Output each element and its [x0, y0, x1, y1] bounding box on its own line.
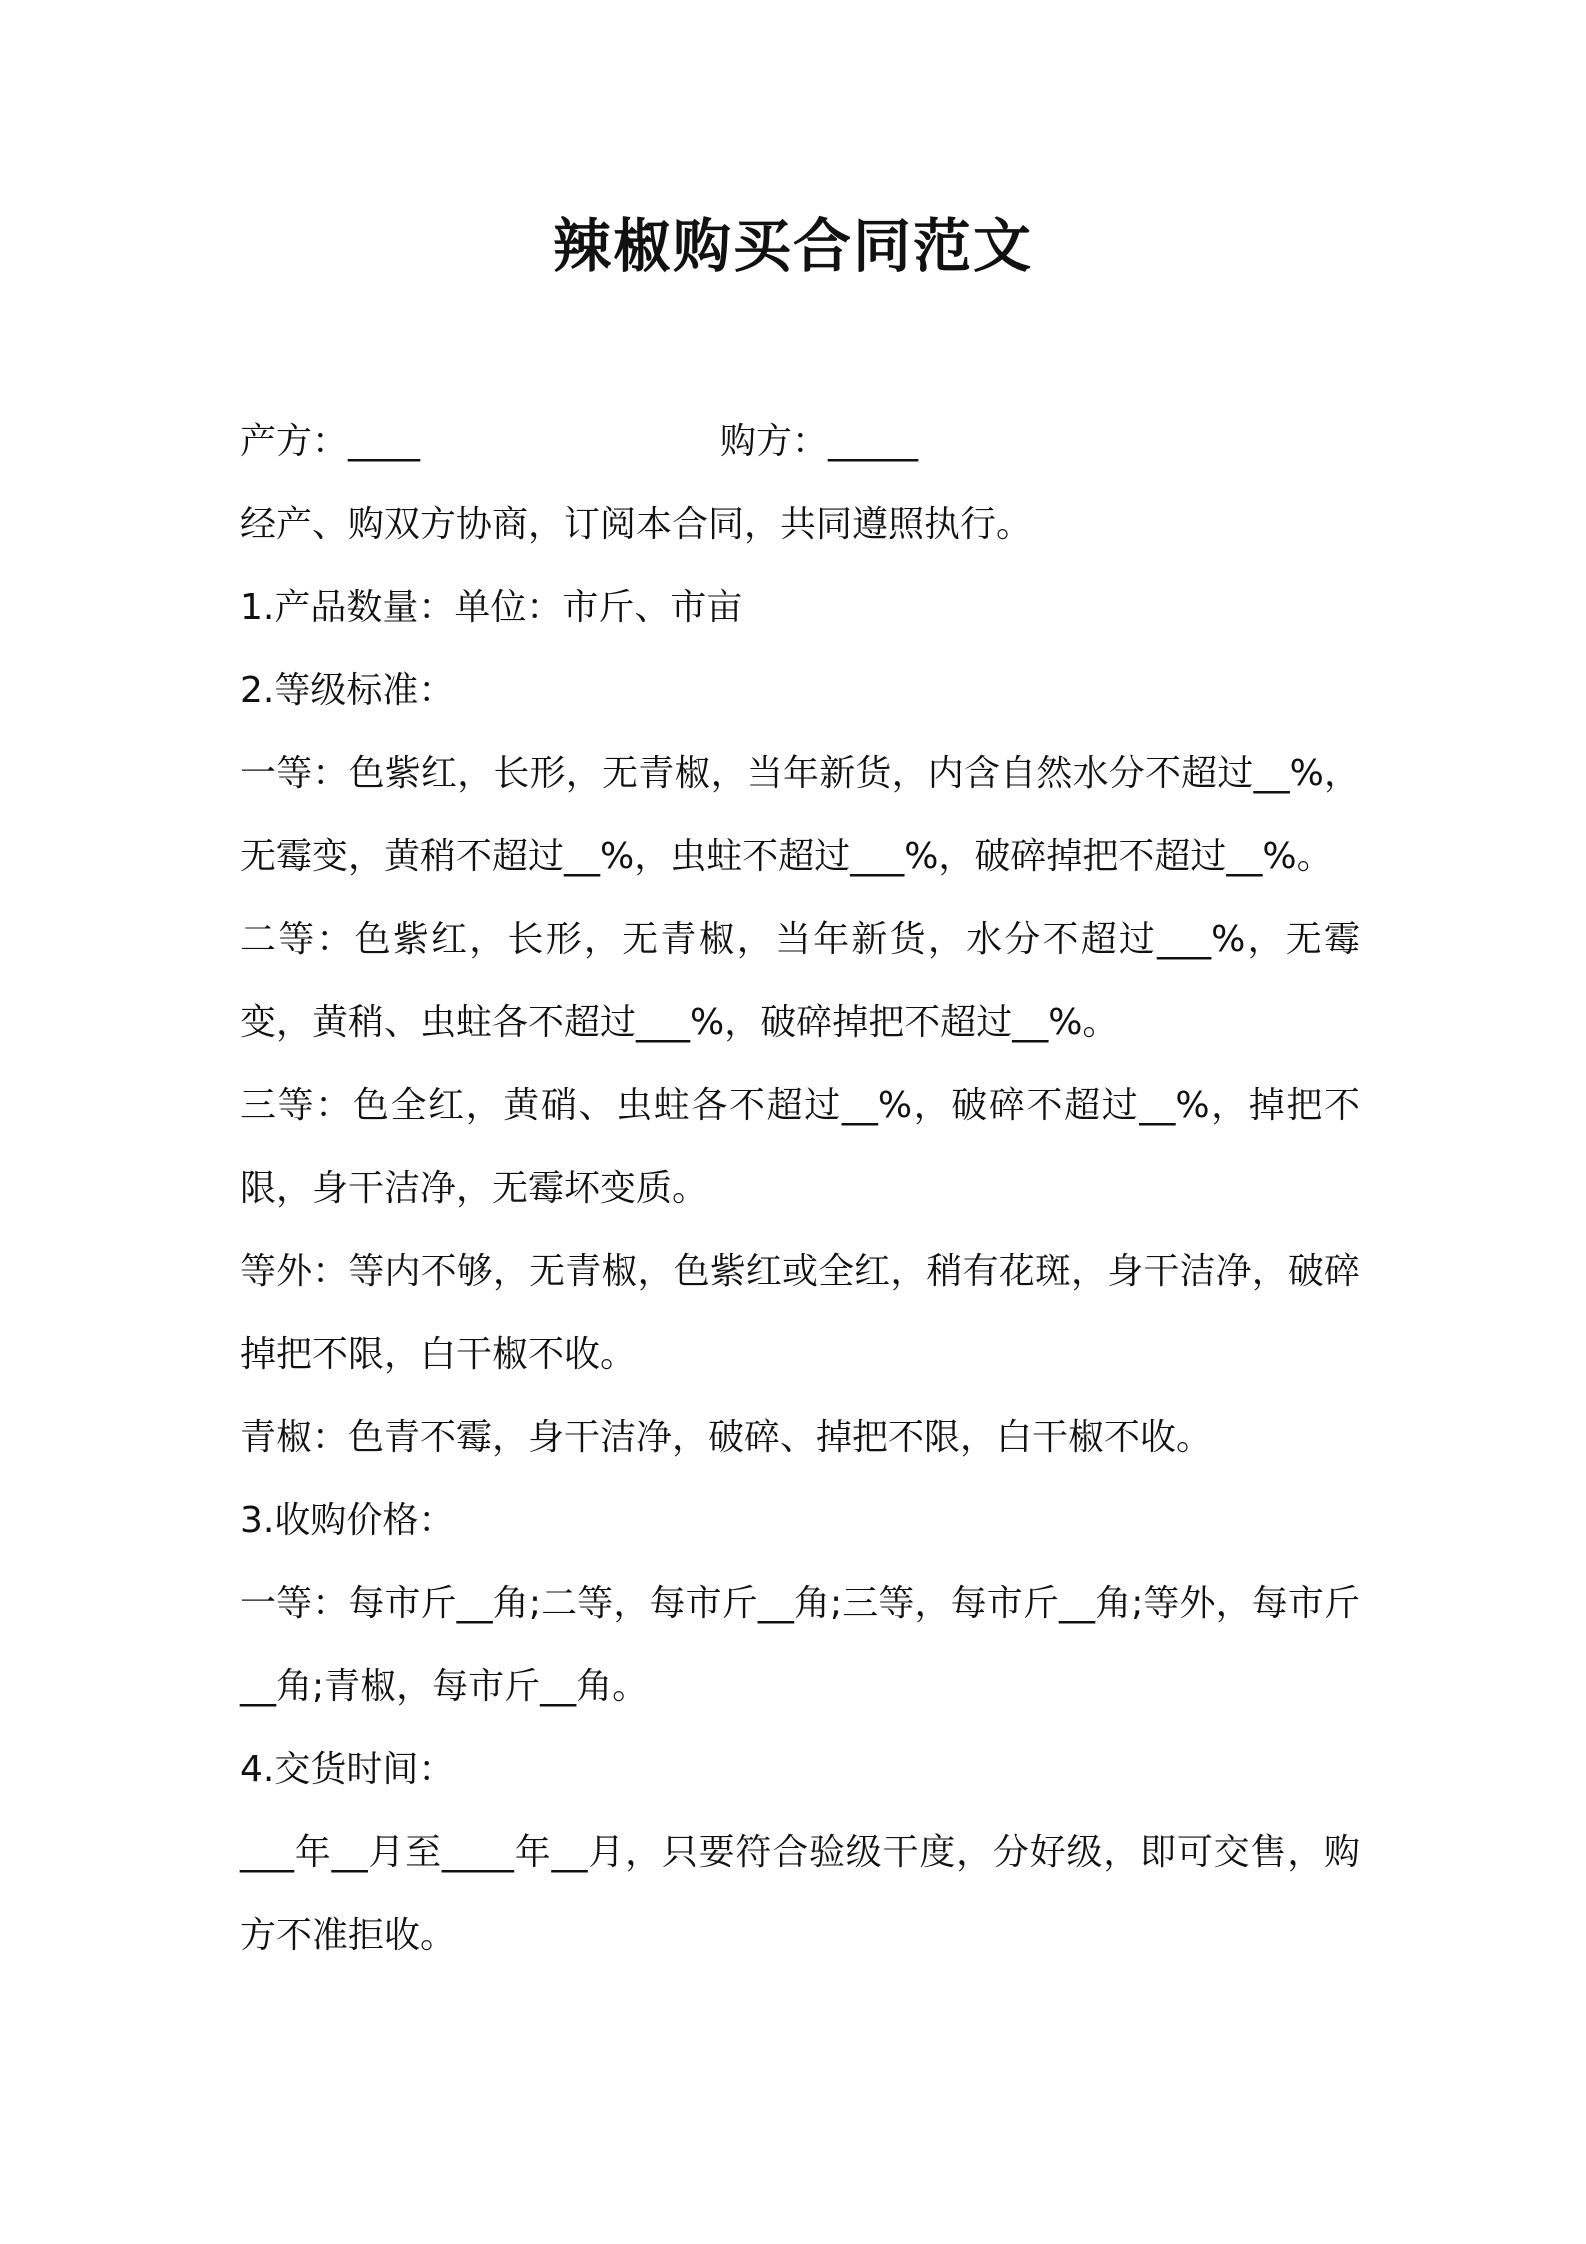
- document-body: [240, 400, 1360, 1977]
- buyer-field: 购方：_____: [720, 421, 919, 462]
- delivery-paragraph: ___年__月至____年__月，只要符合验级干度，分好级，即可交售，购方不准拒收。: [240, 1832, 1360, 1956]
- parties-line: [240, 400, 1360, 483]
- price-paragraph: 一等：每市斤__角;二等，每市斤__角;三等，每市斤__角;等外，每市斤__角;青椒，每市斤__角。: [240, 1583, 1360, 1707]
- section-price-heading: 3.收购价格：: [240, 1500, 455, 1541]
- document-title: 辣椒购买合同范文: [552, 212, 1033, 280]
- grade-substandard-paragraph: 等外：等内不够，无青椒，色紫红或全红，稍有花斑，身干洁净，破碎掉把不限，白干椒不收。: [240, 1251, 1360, 1375]
- seller-field: 产方：____: [240, 421, 421, 462]
- intro-paragraph: 经产、购双方协商，订阅本合同，共同遵照执行。: [240, 504, 1033, 545]
- section-delivery-heading: 4.交货时间：: [240, 1749, 455, 1790]
- grade-first-paragraph: 一等：色紫红，长形，无青椒，当年新货，内含自然水分不超过__%，无霉变，黄稍不超过__%，虫蛀不超过___%，破碎掉把不超过__%。: [240, 753, 1360, 877]
- grade-third-paragraph: 三等：色全红，黄硝、虫蛀各不超过__%，破碎不超过__%，掉把不限，身干洁净，无霉坏变质。: [240, 1085, 1360, 1209]
- section-grade-heading: 2.等级标准：: [240, 670, 455, 711]
- section-quantity: 1.产品数量：单位：市斤、市亩: [240, 587, 743, 628]
- grade-green-pepper-paragraph: 青椒：色青不霉，身干洁净，破碎、掉把不限，白干椒不收。: [240, 1417, 1213, 1458]
- grade-second-paragraph: 二等：色紫红，长形，无青椒，当年新货，水分不超过___%，无霉变，黄稍、虫蛀各不超过___%，破碎掉把不超过__%。: [240, 919, 1360, 1043]
